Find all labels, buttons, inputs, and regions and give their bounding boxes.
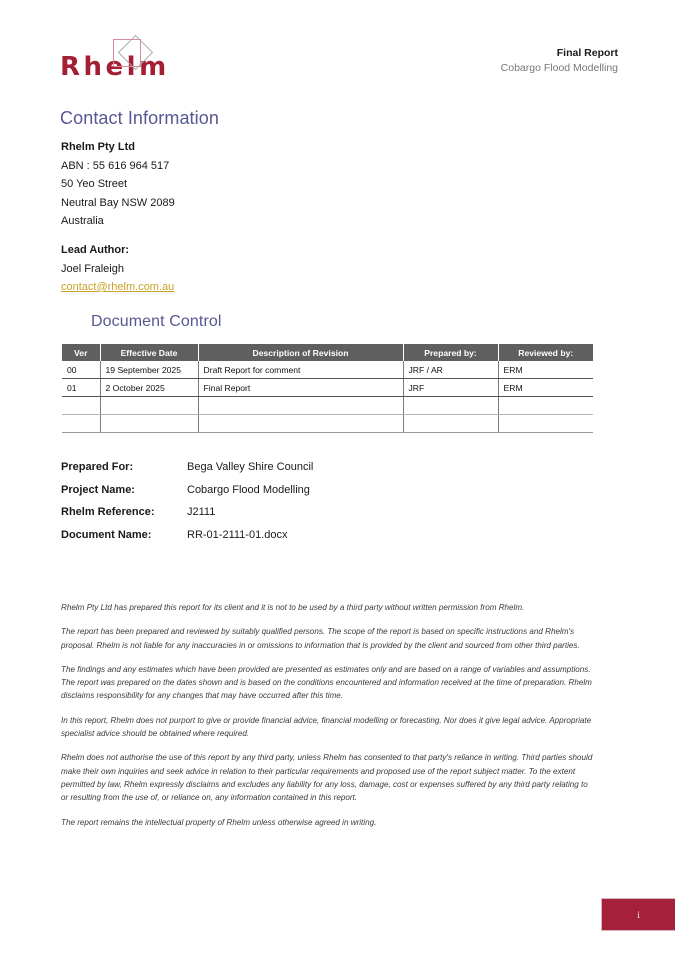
cell-reviewed-by: ERM [498, 379, 593, 397]
cell-prepared-by: JRF / AR [403, 361, 498, 379]
meta-row-prepared-for [61, 456, 313, 479]
table-header-row [62, 344, 593, 361]
lead-author-name: Joel Fraleigh [61, 262, 124, 275]
contact-email-link[interactable]: contact@rhelm.com.au [61, 281, 175, 293]
cell-prepared-by [403, 397, 498, 415]
disclaimer-paragraph: Rhelm does not authorise the use of this report by any third party, unless Rhelm has consented to that party's reliance in writing. Third parties should make their own inquiries and seek advice in relation to their particular requirements and proposed use of the report subject matter. To the extent permitted by law, Rhelm expressly disclaims and excludes any liability for any loss, damage, cost or expenses suffered by any third party relating to or resulting from the use of, or reliance on, any information contained in this report. [61, 753, 593, 803]
cell-date: 2 October 2025 [100, 379, 198, 397]
lead-author-details [61, 241, 174, 297]
project-name-label: Project Name: [61, 483, 135, 496]
company-suburb: Neutral Bay NSW 2089 [61, 196, 175, 209]
document-header [0, 32, 675, 92]
cell-description [198, 397, 403, 415]
company-street: 50 Yeo Street [61, 178, 128, 190]
cell-reviewed-by [498, 397, 593, 415]
meta-row-document-name [61, 524, 313, 547]
cell-date: 19 September 2025 [100, 361, 198, 379]
document-control-table [62, 344, 593, 433]
lead-author-label: Lead Author: [61, 244, 130, 256]
prepared-for-label: Prepared For: [61, 461, 134, 473]
cell-prepared-by [403, 415, 498, 433]
cell-description [198, 415, 403, 433]
cell-prepared-by: JRF [403, 379, 498, 397]
reference-value: J2111 [187, 506, 216, 518]
disclaimer-paragraph: Rhelm Pty Ltd has prepared this report for its client and it is not to be used by a third party without written permission from Rhelm. [61, 603, 525, 612]
cell-date [100, 397, 198, 415]
logo-wordmark: Rhelm [60, 52, 170, 82]
cell-ver [62, 415, 100, 433]
column-header-ver: Ver [62, 344, 100, 361]
document-meta [61, 456, 313, 546]
report-type-label: Final Report [556, 47, 618, 59]
cell-reviewed-by: ERM [498, 361, 593, 379]
contact-details [61, 138, 175, 231]
company-name: Rhelm Pty Ltd [61, 141, 135, 153]
cell-description: Draft Report for comment [198, 361, 403, 379]
column-header-description: Description of Revision [198, 344, 403, 361]
company-country: Australia [61, 215, 104, 227]
cell-ver: 00 [62, 361, 100, 379]
prepared-for-value: Bega Valley Shire Council [187, 461, 314, 473]
column-header-prepared-by: Prepared by: [403, 344, 498, 361]
meta-row-project-name [61, 479, 313, 502]
company-abn: ABN : 55 616 964 517 [61, 159, 170, 172]
cell-reviewed-by [498, 415, 593, 433]
contact-information-heading: Contact Information [60, 108, 219, 128]
cell-description: Final Report [198, 379, 403, 397]
table-row [62, 397, 593, 415]
project-subtitle: Cobargo Flood Modelling [500, 62, 618, 75]
table-row [62, 379, 593, 397]
reference-label: Rhelm Reference: [61, 506, 155, 518]
disclaimer-paragraph: The report has been prepared and reviewed by suitably qualified persons. The scope of the report is based on specific instructions and Rhelm's proposal. Rhelm is not liable for any inaccuracies in or omissions to information that is provided by the client and sourced from other third parties. [61, 627, 580, 650]
page-number: i [637, 909, 640, 920]
disclaimer-paragraph: In this report, Rhelm does not purport to give or provide financial advice, financial modelling or forecasting. Nor does it give legal advice. Appropriate specialist advice should be obtained where required. [61, 715, 592, 739]
cell-date [100, 415, 198, 433]
table-row [62, 415, 593, 433]
rhelm-logo [60, 38, 240, 86]
cell-ver: 01 [62, 379, 100, 397]
column-header-reviewed-by: Reviewed by: [498, 344, 593, 361]
document-name-label: Document Name: [61, 528, 152, 541]
header-titles [501, 46, 618, 76]
footer-page-number-block [601, 898, 675, 931]
cell-ver [62, 397, 100, 415]
column-header-effective-date: Effective Date [100, 344, 198, 361]
disclaimer-paragraph: The findings and any estimates which have been provided are presented as estimates only and are based on a range of variables and assumptions. The report was prepared on the dates shown and is based on the conditions encountered and information received at the time of preparation. Rhelm disclaims responsibility for any changes that may have occurred after this time. [61, 664, 592, 701]
disclaimer-text [61, 601, 594, 829]
disclaimer-paragraph: The report remains the intellectual property of Rhelm unless otherwise agreed in writing. [61, 817, 377, 827]
document-control-heading: Document Control [91, 313, 222, 330]
document-name-value: RR-01-2111-01.docx [187, 528, 288, 541]
project-name-value: Cobargo Flood Modelling [187, 483, 310, 496]
table-row [62, 361, 593, 379]
meta-row-reference [61, 501, 313, 524]
